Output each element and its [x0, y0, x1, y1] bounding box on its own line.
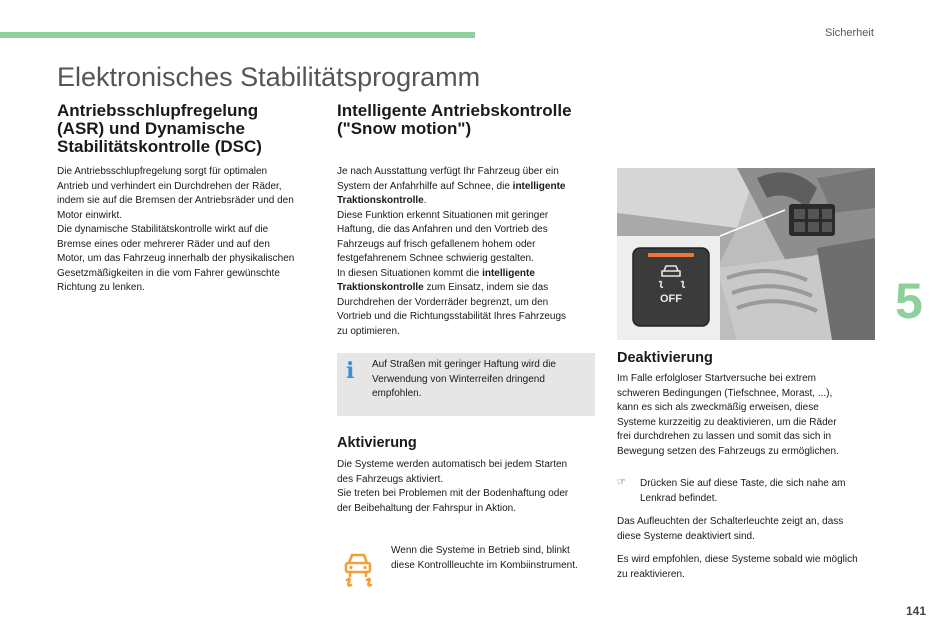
text-line: Motor einwirkt.	[57, 209, 123, 221]
text-line: Wenn die Systeme in Betrieb sind, blinkt	[391, 545, 570, 556]
text-line: Je nach Ausstattung verfügt Ihr Fahrzeug über ein	[337, 166, 559, 177]
text-line: Lenkrad befindet.	[640, 492, 718, 504]
deactivation-heading: Deaktivierung	[617, 350, 713, 366]
snow-motion-heading-line: ("Snow motion")	[337, 119, 472, 138]
text-line: Gesetzmäßigkeiten in die vom Fahrer gewünschte	[57, 267, 280, 279]
activation-heading: Aktivierung	[337, 435, 417, 451]
text-span: .	[423, 195, 427, 206]
asr-dsc-heading-line: Antriebsschlupfregelung	[57, 101, 259, 120]
text-line: Im Falle erfolgloser Startversuche bei extrem	[617, 373, 816, 384]
bold-term: intelligente	[482, 267, 535, 279]
text-line: festgefahrenem Schnee schwierig gestalten.	[337, 253, 534, 264]
snow-motion-heading-line: Intelligente Antriebskontrolle	[337, 101, 572, 120]
text-line: Haftung, die das Anfahren und den Vortrieb des	[337, 224, 548, 235]
text-line: diese Systeme deaktiviert sind.	[617, 530, 755, 542]
text-line: indem sie auf die Bremsen der Antriebsräder und den	[57, 195, 294, 206]
header-accent-bar	[0, 32, 475, 38]
bold-term: Traktionskontrolle	[337, 195, 424, 206]
snow-motion-text	[337, 165, 602, 339]
text-line: Fahrzeugs auf frisch gefallenem hohem oder	[337, 238, 536, 250]
deactivation-text	[617, 372, 887, 459]
text-line: Es wird empfohlen, diese Systeme sobald wie möglich	[617, 554, 858, 565]
text-span: In diesen Situationen kommt die	[337, 267, 483, 279]
bold-term: Traktionskontrolle	[337, 282, 424, 293]
text-span: zum Einsatz, indem sie das	[423, 282, 549, 293]
press-button-instruction	[640, 477, 890, 506]
text-line: schweren Bedingungen (Tiefschnee, Morast, ...),	[617, 387, 833, 399]
text-line: Bremse eines oder mehrerer Räder und auf den	[57, 238, 270, 250]
text-line: Das Aufleuchten der Schalterleuchte zeigt an, dass	[617, 516, 844, 527]
text-line: Bewegung setzen des Fahrzeugs zu ermöglichen.	[617, 445, 839, 457]
text-line: Die Antriebsschlupfregelung sorgt für optimalen	[57, 166, 268, 177]
activation-text	[337, 458, 602, 516]
text-line: Motor, um das Fahrzeug innerhalb der physikalischen	[57, 253, 295, 264]
info-note-box	[337, 353, 595, 416]
text-line: Richtung zu lenken.	[57, 282, 145, 293]
bold-term: intelligente	[512, 180, 566, 192]
off-button-label: OFF	[660, 293, 682, 305]
text-line: empfohlen.	[372, 388, 422, 399]
text-line: zu optimieren.	[337, 325, 400, 337]
text-span: System der Anfahrhilfe auf Schnee, die	[337, 180, 513, 192]
text-line: Durchdrehen der Vorderräder begrenzt, um den	[337, 296, 549, 308]
dashboard-photo	[617, 168, 875, 340]
text-line: diese Kontrollleuchte im Kombiinstrument.	[391, 559, 578, 571]
text-line: kann es sich als zweckmäßig erweisen, diese	[617, 402, 819, 413]
text-line: Diese Funktion erkennt Situationen mit geringer	[337, 209, 549, 221]
reactivation-text	[617, 553, 887, 582]
text-line: Antrieb und verhindert ein Durchdrehen der Räder,	[57, 180, 282, 192]
page-number: 141	[906, 604, 927, 618]
asr-dsc-text	[57, 165, 322, 296]
text-line: Drücken Sie auf diese Taste, die sich nahe am	[640, 478, 846, 489]
info-icon: i	[346, 358, 355, 384]
warning-light-text	[391, 544, 606, 573]
text-line	[337, 267, 602, 282]
text-line: zu reaktivieren.	[617, 568, 685, 580]
text-line: Die dynamische Stabilitätskontrolle wirkt auf die	[57, 224, 269, 235]
text-line: des Fahrzeugs aktiviert.	[337, 473, 444, 485]
text-line: frei durchdrehen zu lassen und somit das sich in	[617, 431, 832, 442]
skid-warning-light-icon	[340, 549, 376, 589]
snow-motion-heading	[337, 102, 572, 138]
text-line: Die Systeme werden automatisch bei jedem Starten	[337, 459, 568, 470]
text-line	[337, 194, 602, 209]
text-line	[337, 281, 602, 296]
text-line: Auf Straßen mit geringer Haftung wird die	[372, 359, 556, 370]
text-line: der Beibehaltung der Fahrspur in Aktion.	[337, 502, 516, 514]
info-note-text	[372, 358, 587, 402]
text-line: Vortrieb und die Richtungsstabilität Ihres Fahrzeugs	[337, 311, 567, 322]
text-line: Systeme kurzzeitig zu deaktivieren, um die Räder	[617, 416, 837, 428]
indicator-light-text	[617, 515, 887, 544]
asr-dsc-heading-line: (ASR) und Dynamische	[57, 119, 245, 138]
text-line: Verwendung von Winterreifen dringend	[372, 373, 545, 385]
asr-dsc-heading-line: Stabilitätskontrolle (DSC)	[57, 137, 262, 156]
hand-pointer-icon: ☞	[617, 477, 626, 488]
page-title: Elektronisches Stabilitätsprogramm	[57, 62, 481, 92]
text-line: Sie treten bei Problemen mit der Bodenhaftung oder	[337, 488, 569, 499]
chapter-number: 5	[895, 273, 923, 329]
text-line	[337, 180, 602, 195]
asr-dsc-heading	[57, 102, 262, 156]
section-label: Sicherheit	[825, 27, 874, 39]
